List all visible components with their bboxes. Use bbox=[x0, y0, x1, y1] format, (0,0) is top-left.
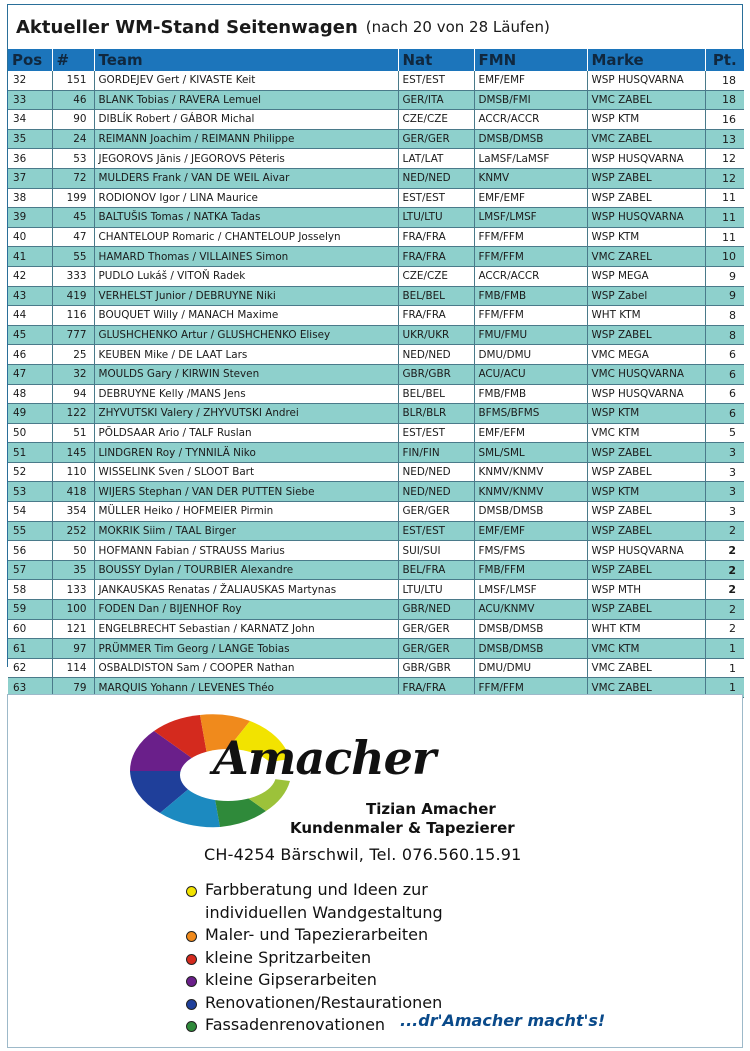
table-row bbox=[8, 482, 744, 502]
cell-points: 6 bbox=[705, 384, 744, 404]
cell-points: 12 bbox=[705, 149, 744, 169]
cell-fmn: LaMSF/LaMSF bbox=[474, 149, 587, 169]
cell-pos: 35 bbox=[8, 129, 52, 149]
cell-fmn: EMF/EMF bbox=[474, 521, 587, 541]
cell-pos: 52 bbox=[8, 462, 52, 482]
cell-marke: WSP KTM bbox=[587, 404, 705, 424]
cell-pos: 44 bbox=[8, 306, 52, 326]
cell-points: 10 bbox=[705, 247, 744, 267]
cell-number: 199 bbox=[52, 188, 94, 208]
cell-marke: VMC ZABEL bbox=[587, 678, 705, 698]
standings-subtitle: (nach 20 von 28 Läufen) bbox=[365, 18, 550, 36]
cell-team: JEGOROVS Jānis / JEGOROVS Pēteris bbox=[94, 149, 398, 169]
table-row bbox=[8, 325, 744, 345]
cell-points: 3 bbox=[705, 482, 744, 502]
cell-marke: WSP ZABEL bbox=[587, 325, 705, 345]
cell-points: 12 bbox=[705, 168, 744, 188]
cell-number: 114 bbox=[52, 658, 94, 678]
cell-number: 122 bbox=[52, 404, 94, 424]
cell-marke: WSP ZABEL bbox=[587, 188, 705, 208]
table-row bbox=[8, 521, 744, 541]
cell-points: 18 bbox=[705, 71, 744, 90]
cell-points: 2 bbox=[705, 541, 744, 561]
cell-points: 11 bbox=[705, 188, 744, 208]
cell-number: 50 bbox=[52, 541, 94, 561]
col-header-number: # bbox=[52, 49, 94, 71]
cell-pos: 38 bbox=[8, 188, 52, 208]
cell-fmn: DMSB/DMSB bbox=[474, 639, 587, 659]
cell-marke: WSP HUSQVARNA bbox=[587, 71, 705, 90]
cell-pos: 62 bbox=[8, 658, 52, 678]
table-row bbox=[8, 188, 744, 208]
cell-pos: 61 bbox=[8, 639, 52, 659]
table-row bbox=[8, 619, 744, 639]
contact-address: CH-4254 Bärschwil, Tel. 076.560.15.91 bbox=[204, 845, 522, 864]
cell-nat: GBR/GBR bbox=[398, 658, 474, 678]
cell-nat: EST/EST bbox=[398, 423, 474, 443]
standings-body bbox=[8, 71, 744, 698]
cell-pos: 46 bbox=[8, 345, 52, 365]
table-row bbox=[8, 71, 744, 90]
cell-points: 8 bbox=[705, 325, 744, 345]
cell-pos: 43 bbox=[8, 286, 52, 306]
cell-marke: VMC ZABEL bbox=[587, 129, 705, 149]
cell-points: 5 bbox=[705, 423, 744, 443]
cell-marke: WSP ZABEL bbox=[587, 443, 705, 463]
cell-fmn: LMSF/LMSF bbox=[474, 580, 587, 600]
cell-pos: 36 bbox=[8, 149, 52, 169]
table-row bbox=[8, 541, 744, 561]
cell-number: 35 bbox=[52, 560, 94, 580]
cell-number: 116 bbox=[52, 306, 94, 326]
cell-team: VERHELST Junior / DEBRUYNE Niki bbox=[94, 286, 398, 306]
cell-fmn: EMF/EMF bbox=[474, 188, 587, 208]
table-row bbox=[8, 502, 744, 522]
service-item bbox=[186, 969, 626, 992]
cell-points: 16 bbox=[705, 110, 744, 130]
cell-nat: FRA/FRA bbox=[398, 227, 474, 247]
table-row bbox=[8, 306, 744, 326]
cell-marke: WSP KTM bbox=[587, 110, 705, 130]
col-header-fmn: FMN bbox=[474, 49, 587, 71]
cell-pos: 45 bbox=[8, 325, 52, 345]
cell-number: 51 bbox=[52, 423, 94, 443]
cell-pos: 40 bbox=[8, 227, 52, 247]
cell-fmn: BFMS/BFMS bbox=[474, 404, 587, 424]
cell-points: 6 bbox=[705, 345, 744, 365]
table-row bbox=[8, 345, 744, 365]
cell-marke: WSP MEGA bbox=[587, 266, 705, 286]
col-header-pos: Pos bbox=[8, 49, 52, 71]
cell-team: ZHYVUTSKI Valery / ZHYVUTSKI Andrei bbox=[94, 404, 398, 424]
cell-team: FODEN Dan / BIJENHOF Roy bbox=[94, 600, 398, 620]
cell-marke: WSP KTM bbox=[587, 227, 705, 247]
cell-pos: 42 bbox=[8, 266, 52, 286]
cell-number: 145 bbox=[52, 443, 94, 463]
cell-team: WISSELINK Sven / SLOOT Bart bbox=[94, 462, 398, 482]
service-item bbox=[186, 879, 626, 902]
cell-number: 133 bbox=[52, 580, 94, 600]
cell-nat: CZE/CZE bbox=[398, 110, 474, 130]
cell-nat: BEL/BEL bbox=[398, 286, 474, 306]
cell-pos: 63 bbox=[8, 678, 52, 698]
cell-marke: WSP HUSQVARNA bbox=[587, 208, 705, 228]
cell-nat: GER/ITA bbox=[398, 90, 474, 110]
cell-number: 45 bbox=[52, 208, 94, 228]
cell-fmn: FMB/FMB bbox=[474, 384, 587, 404]
cell-nat: BEL/BEL bbox=[398, 384, 474, 404]
cell-marke: WSP ZABEL bbox=[587, 168, 705, 188]
table-row bbox=[8, 423, 744, 443]
cell-team: BOUQUET Willy / MANACH Maxime bbox=[94, 306, 398, 326]
service-label: individuellen Wandgestaltung bbox=[205, 902, 443, 922]
service-label: Maler- und Tapezierarbeiten bbox=[205, 925, 429, 944]
cell-points: 18 bbox=[705, 90, 744, 110]
cell-marke: VMC ZABEL bbox=[587, 90, 705, 110]
cell-marke: WSP HUSQVARNA bbox=[587, 384, 705, 404]
bullet-dot-icon bbox=[186, 954, 197, 965]
cell-number: 419 bbox=[52, 286, 94, 306]
bullet-dot-icon bbox=[186, 886, 197, 897]
standings-table bbox=[8, 49, 744, 698]
cell-points: 3 bbox=[705, 462, 744, 482]
cell-marke: VMC KTM bbox=[587, 639, 705, 659]
cell-nat: FRA/FRA bbox=[398, 678, 474, 698]
cell-team: RODIONOV Igor / LINA Maurice bbox=[94, 188, 398, 208]
cell-team: HAMARD Thomas / VILLAINES Simon bbox=[94, 247, 398, 267]
cell-number: 25 bbox=[52, 345, 94, 365]
cell-nat: EST/EST bbox=[398, 521, 474, 541]
cell-marke: WSP HUSQVARNA bbox=[587, 541, 705, 561]
cell-pos: 34 bbox=[8, 110, 52, 130]
cell-points: 1 bbox=[705, 678, 744, 698]
cell-team: JANKAUSKAS Renatas / ŽALIAUSKAS Martynas bbox=[94, 580, 398, 600]
cell-team: MOULDS Gary / KIRWIN Steven bbox=[94, 364, 398, 384]
cell-number: 97 bbox=[52, 639, 94, 659]
cell-team: PUDLO Lukáš / VITOŇ Radek bbox=[94, 266, 398, 286]
cell-nat: GBR/GBR bbox=[398, 364, 474, 384]
cell-fmn: EMF/EMF bbox=[474, 71, 587, 90]
cell-pos: 55 bbox=[8, 521, 52, 541]
cell-nat: NED/NED bbox=[398, 345, 474, 365]
table-row bbox=[8, 443, 744, 463]
cell-marke: WSP ZABEL bbox=[587, 600, 705, 620]
slogan: ...dr'Amacher macht's! bbox=[400, 1011, 606, 1030]
cell-points: 2 bbox=[705, 600, 744, 620]
cell-marke: WSP ZABEL bbox=[587, 560, 705, 580]
cell-pos: 41 bbox=[8, 247, 52, 267]
cell-pos: 51 bbox=[8, 443, 52, 463]
cell-fmn: EMF/EFM bbox=[474, 423, 587, 443]
cell-number: 94 bbox=[52, 384, 94, 404]
cell-marke: WHT KTM bbox=[587, 619, 705, 639]
cell-team: WIJERS Stephan / VAN DER PUTTEN Siebe bbox=[94, 482, 398, 502]
table-row bbox=[8, 560, 744, 580]
cell-points: 2 bbox=[705, 560, 744, 580]
cell-fmn: FMS/FMS bbox=[474, 541, 587, 561]
service-label: Renovationen/Restaurationen bbox=[205, 992, 443, 1012]
cell-team: MOKRIK Siim / TAAL Birger bbox=[94, 521, 398, 541]
cell-marke: VMC ZABEL bbox=[587, 658, 705, 678]
cell-team: HOFMANN Fabian / STRAUSS Marius bbox=[94, 541, 398, 561]
cell-nat: CZE/CZE bbox=[398, 266, 474, 286]
cell-points: 6 bbox=[705, 404, 744, 424]
cell-fmn: ACCR/ACCR bbox=[474, 110, 587, 130]
cell-team: OSBALDISTON Sam / COOPER Nathan bbox=[94, 658, 398, 678]
cell-marke: VMC HUSQVARNA bbox=[587, 364, 705, 384]
cell-marke: VMC ZAREL bbox=[587, 247, 705, 267]
cell-nat: GER/GER bbox=[398, 129, 474, 149]
cell-pos: 49 bbox=[8, 404, 52, 424]
cell-nat: BLR/BLR bbox=[398, 404, 474, 424]
cell-points: 3 bbox=[705, 502, 744, 522]
cell-fmn: DMSB/DMSB bbox=[474, 619, 587, 639]
bullet-dot-icon bbox=[186, 999, 197, 1010]
cell-pos: 54 bbox=[8, 502, 52, 522]
cell-pos: 33 bbox=[8, 90, 52, 110]
cell-nat: GER/GER bbox=[398, 619, 474, 639]
cell-number: 90 bbox=[52, 110, 94, 130]
cell-team: MÜLLER Heiko / HOFMEIER Pirmin bbox=[94, 502, 398, 522]
cell-number: 24 bbox=[52, 129, 94, 149]
table-row bbox=[8, 404, 744, 424]
cell-points: 11 bbox=[705, 208, 744, 228]
cell-team: REIMANN Joachim / REIMANN Philippe bbox=[94, 129, 398, 149]
table-row bbox=[8, 247, 744, 267]
table-row bbox=[8, 168, 744, 188]
standings-panel bbox=[7, 4, 743, 695]
cell-fmn: FMB/FMB bbox=[474, 286, 587, 306]
cell-marke: WSP KTM bbox=[587, 482, 705, 502]
cell-nat: UKR/UKR bbox=[398, 325, 474, 345]
cell-nat: EST/EST bbox=[398, 71, 474, 90]
cell-nat: GBR/NED bbox=[398, 600, 474, 620]
bullet-dot-icon bbox=[186, 976, 197, 987]
service-item bbox=[186, 947, 626, 970]
cell-number: 777 bbox=[52, 325, 94, 345]
table-row bbox=[8, 364, 744, 384]
cell-number: 47 bbox=[52, 227, 94, 247]
cell-pos: 50 bbox=[8, 423, 52, 443]
cell-team: GORDEJEV Gert / KIVASTE Keit bbox=[94, 71, 398, 90]
cell-pos: 37 bbox=[8, 168, 52, 188]
cell-points: 2 bbox=[705, 580, 744, 600]
cell-number: 121 bbox=[52, 619, 94, 639]
cell-number: 110 bbox=[52, 462, 94, 482]
table-row bbox=[8, 384, 744, 404]
cell-number: 32 bbox=[52, 364, 94, 384]
table-row bbox=[8, 90, 744, 110]
cell-fmn: FFM/FFM bbox=[474, 227, 587, 247]
cell-nat: FRA/FRA bbox=[398, 306, 474, 326]
cell-nat: LAT/LAT bbox=[398, 149, 474, 169]
cell-fmn: KNMV bbox=[474, 168, 587, 188]
cell-points: 11 bbox=[705, 227, 744, 247]
cell-number: 100 bbox=[52, 600, 94, 620]
trade-title: Kundenmaler & Tapezierer bbox=[290, 819, 515, 837]
cell-points: 1 bbox=[705, 658, 744, 678]
cell-nat: NED/NED bbox=[398, 462, 474, 482]
col-header-points: Pt. bbox=[705, 49, 744, 71]
standings-title: Aktueller WM-Stand Seitenwagen bbox=[16, 16, 358, 38]
cell-team: BALTUŠIS Tomas / NATKA Tadas bbox=[94, 208, 398, 228]
service-label: kleine Gipserarbeiten bbox=[205, 970, 377, 989]
cell-marke: WSP MTH bbox=[587, 580, 705, 600]
cell-fmn: FMU/FMU bbox=[474, 325, 587, 345]
cell-fmn: DMSB/DMSB bbox=[474, 129, 587, 149]
cell-team: LINDGREN Roy / TYNNILÄ Niko bbox=[94, 443, 398, 463]
cell-number: 55 bbox=[52, 247, 94, 267]
table-row bbox=[8, 580, 744, 600]
cell-number: 333 bbox=[52, 266, 94, 286]
service-label: Farbberatung und Ideen zur bbox=[205, 880, 428, 899]
cell-marke: WSP Zabel bbox=[587, 286, 705, 306]
owner-name: Tizian Amacher bbox=[366, 800, 496, 818]
cell-points: 1 bbox=[705, 639, 744, 659]
cell-team: PRÜMMER Tim Georg / LANGE Tobias bbox=[94, 639, 398, 659]
cell-nat: FIN/FIN bbox=[398, 443, 474, 463]
cell-fmn: FFM/FFM bbox=[474, 678, 587, 698]
cell-nat: GER/GER bbox=[398, 502, 474, 522]
cell-team: BLANK Tobias / RAVERA Lemuel bbox=[94, 90, 398, 110]
cell-number: 72 bbox=[52, 168, 94, 188]
cell-marke: VMC KTM bbox=[587, 423, 705, 443]
cell-fmn: FFM/FFM bbox=[474, 306, 587, 326]
cell-team: MULDERS Frank / VAN DE WEIL Aivar bbox=[94, 168, 398, 188]
cell-nat: NED/NED bbox=[398, 482, 474, 502]
service-item bbox=[186, 902, 626, 925]
cell-fmn: DMU/DMU bbox=[474, 345, 587, 365]
cell-number: 53 bbox=[52, 149, 94, 169]
table-row bbox=[8, 462, 744, 482]
cell-team: MARQUIS Yohann / LEVENES Théo bbox=[94, 678, 398, 698]
brand-name: Amacher bbox=[213, 731, 436, 785]
cell-pos: 57 bbox=[8, 560, 52, 580]
cell-pos: 48 bbox=[8, 384, 52, 404]
cell-points: 6 bbox=[705, 364, 744, 384]
cell-pos: 39 bbox=[8, 208, 52, 228]
cell-nat: BEL/FRA bbox=[398, 560, 474, 580]
cell-number: 151 bbox=[52, 71, 94, 90]
cell-pos: 53 bbox=[8, 482, 52, 502]
cell-marke: WHT KTM bbox=[587, 306, 705, 326]
cell-pos: 56 bbox=[8, 541, 52, 561]
cell-fmn: ACU/ACU bbox=[474, 364, 587, 384]
cell-number: 354 bbox=[52, 502, 94, 522]
cell-points: 9 bbox=[705, 286, 744, 306]
cell-team: CHANTELOUP Romaric / CHANTELOUP Josselyn bbox=[94, 227, 398, 247]
table-row bbox=[8, 208, 744, 228]
cell-team: DEBRUYNE Kelly /MANS Jens bbox=[94, 384, 398, 404]
table-row bbox=[8, 110, 744, 130]
cell-team: GLUSHCHENKO Artur / GLUSHCHENKO Elisey bbox=[94, 325, 398, 345]
cell-team: DIBLÍK Robert / GÁBOR Michal bbox=[94, 110, 398, 130]
col-header-marke: Marke bbox=[587, 49, 705, 71]
cell-team: ENGELBRECHT Sebastian / KARNATZ John bbox=[94, 619, 398, 639]
cell-team: BOUSSY Dylan / TOURBIER Alexandre bbox=[94, 560, 398, 580]
service-item bbox=[186, 924, 626, 947]
cell-pos: 60 bbox=[8, 619, 52, 639]
cell-nat: EST/EST bbox=[398, 188, 474, 208]
cell-points: 3 bbox=[705, 443, 744, 463]
cell-pos: 59 bbox=[8, 600, 52, 620]
table-row bbox=[8, 600, 744, 620]
cell-number: 79 bbox=[52, 678, 94, 698]
col-header-team: Team bbox=[94, 49, 398, 71]
cell-marke: WSP ZABEL bbox=[587, 521, 705, 541]
cell-fmn: KNMV/KNMV bbox=[474, 482, 587, 502]
cell-marke: VMC MEGA bbox=[587, 345, 705, 365]
cell-nat: LTU/LTU bbox=[398, 208, 474, 228]
cell-fmn: KNMV/KNMV bbox=[474, 462, 587, 482]
table-row bbox=[8, 639, 744, 659]
cell-points: 9 bbox=[705, 266, 744, 286]
cell-fmn: DMU/DMU bbox=[474, 658, 587, 678]
table-row bbox=[8, 227, 744, 247]
cell-pos: 58 bbox=[8, 580, 52, 600]
cell-fmn: ACCR/ACCR bbox=[474, 266, 587, 286]
cell-number: 46 bbox=[52, 90, 94, 110]
table-header-row bbox=[8, 49, 744, 71]
table-row bbox=[8, 149, 744, 169]
service-label: kleine Spritzarbeiten bbox=[205, 947, 372, 967]
cell-pos: 47 bbox=[8, 364, 52, 384]
cell-fmn: FFM/FFM bbox=[474, 247, 587, 267]
cell-fmn: ACU/KNMV bbox=[474, 600, 587, 620]
cell-nat: GER/GER bbox=[398, 639, 474, 659]
cell-number: 252 bbox=[52, 521, 94, 541]
cell-nat: NED/NED bbox=[398, 168, 474, 188]
cell-fmn: SML/SML bbox=[474, 443, 587, 463]
cell-nat: SUI/SUI bbox=[398, 541, 474, 561]
cell-points: 8 bbox=[705, 306, 744, 326]
cell-team: KEUBEN Mike / DE LAAT Lars bbox=[94, 345, 398, 365]
cell-points: 2 bbox=[705, 619, 744, 639]
service-label: Fassadenrenovationen bbox=[205, 1015, 386, 1034]
cell-team: PÕLDSAAR Ario / TALF Ruslan bbox=[94, 423, 398, 443]
standings-header bbox=[8, 5, 742, 49]
table-row bbox=[8, 266, 744, 286]
cell-nat: LTU/LTU bbox=[398, 580, 474, 600]
cell-nat: FRA/FRA bbox=[398, 247, 474, 267]
col-header-nat: Nat bbox=[398, 49, 474, 71]
cell-points: 13 bbox=[705, 129, 744, 149]
cell-points: 2 bbox=[705, 521, 744, 541]
table-row bbox=[8, 286, 744, 306]
table-row bbox=[8, 129, 744, 149]
cell-fmn: DMSB/FMI bbox=[474, 90, 587, 110]
cell-marke: WSP ZABEL bbox=[587, 502, 705, 522]
cell-marke: WSP ZABEL bbox=[587, 462, 705, 482]
cell-number: 418 bbox=[52, 482, 94, 502]
cell-fmn: FMB/FFM bbox=[474, 560, 587, 580]
bullet-dot-icon bbox=[186, 1021, 197, 1032]
cell-fmn: LMSF/LMSF bbox=[474, 208, 587, 228]
cell-fmn: DMSB/DMSB bbox=[474, 502, 587, 522]
table-row bbox=[8, 658, 744, 678]
cell-pos: 32 bbox=[8, 71, 52, 90]
cell-marke: WSP HUSQVARNA bbox=[587, 149, 705, 169]
bullet-dot-icon bbox=[186, 931, 197, 942]
advertisement bbox=[7, 694, 743, 1048]
